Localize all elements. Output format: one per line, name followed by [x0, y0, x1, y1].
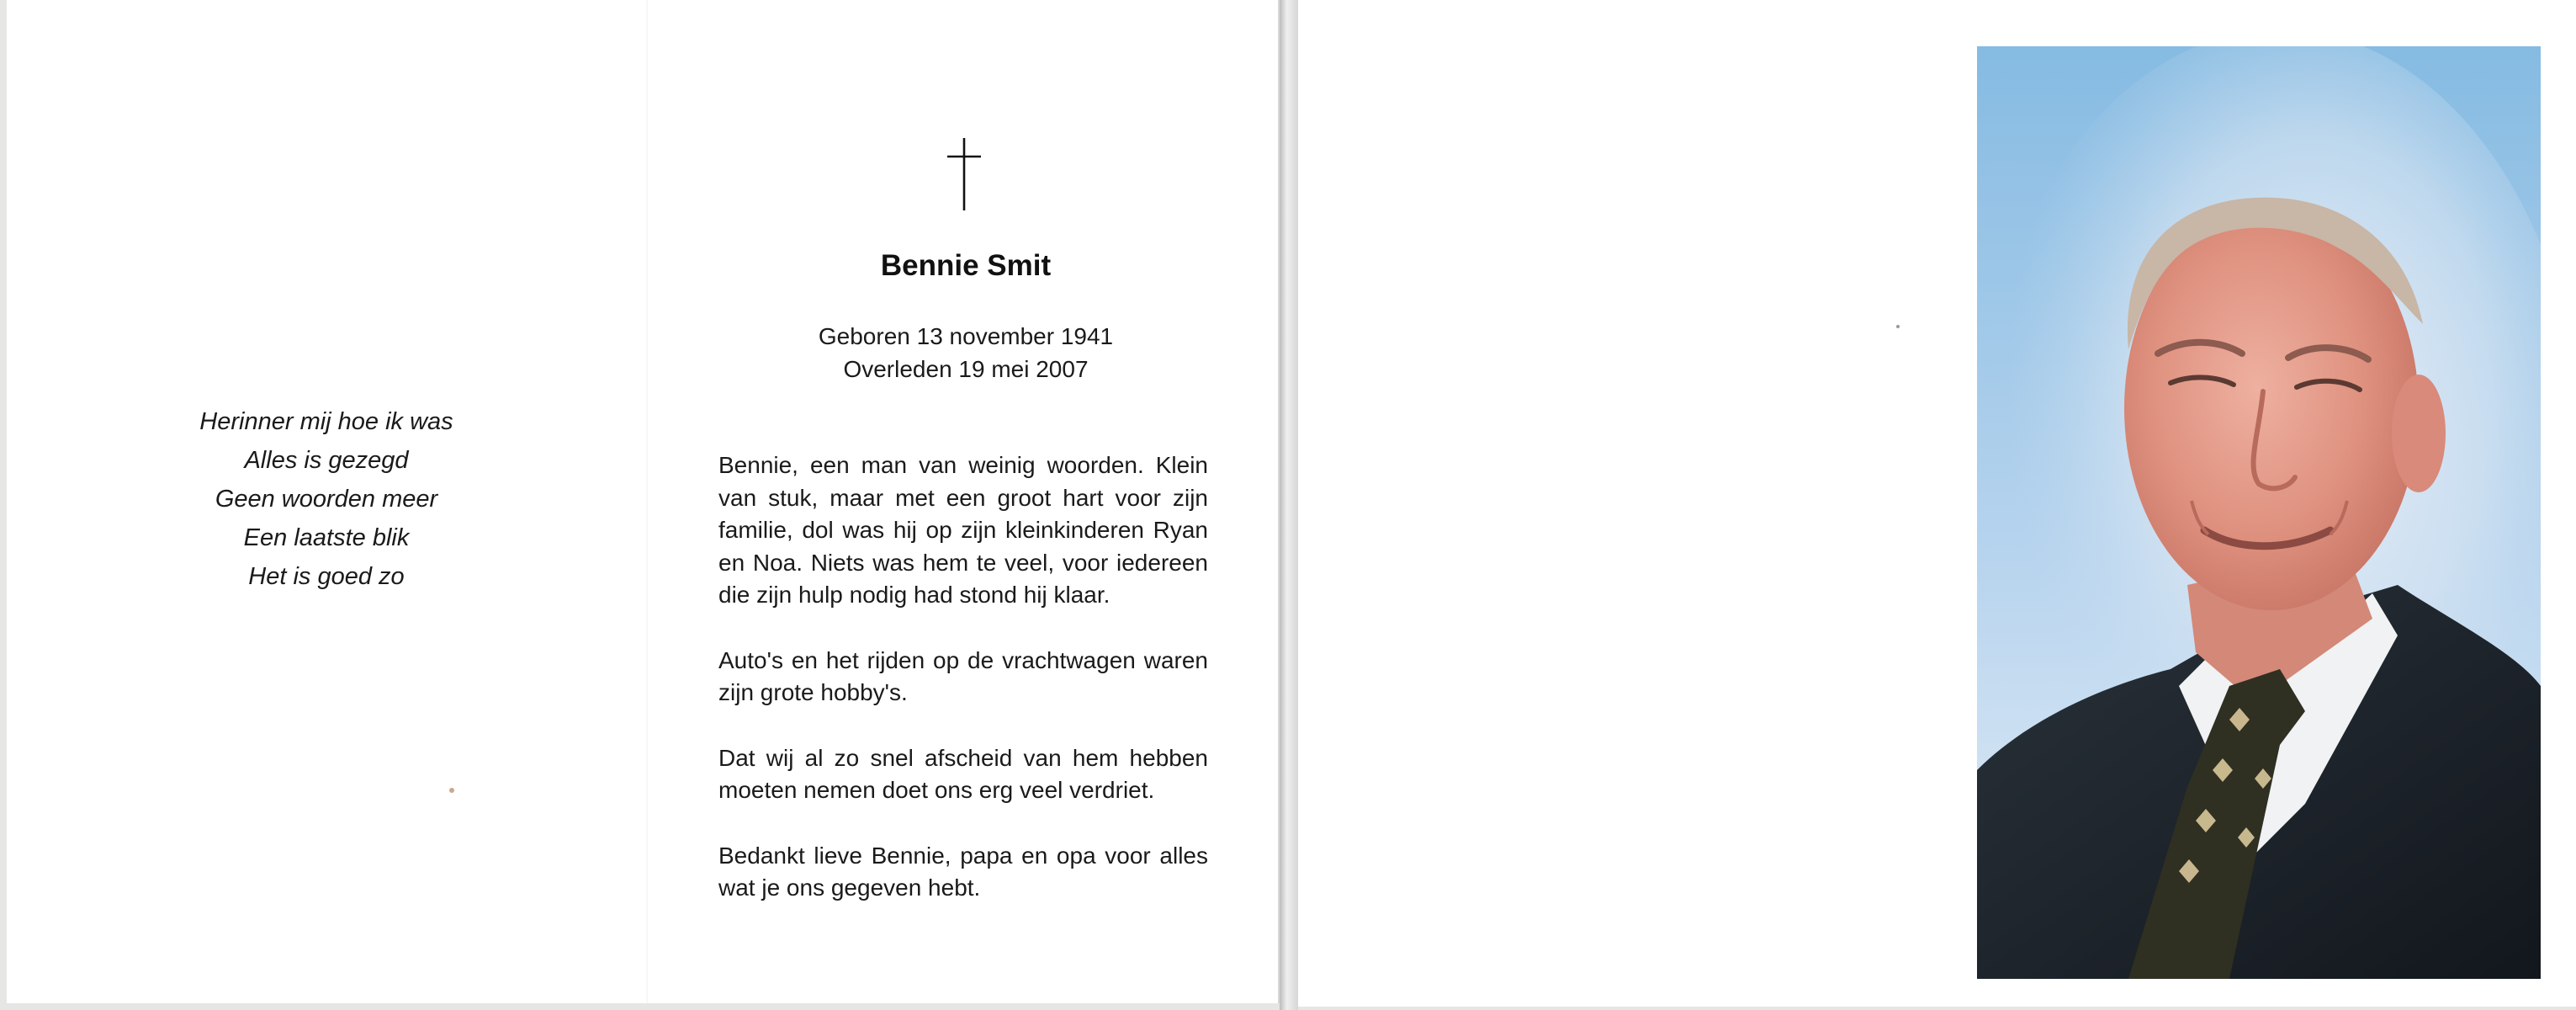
tribute-text	[718, 449, 1208, 905]
poem-line: Het is goed zo	[248, 563, 405, 590]
poem-line: Geen woorden meer	[215, 486, 438, 513]
paper-speck	[449, 788, 454, 793]
card-inside	[7, 0, 1280, 1003]
death-date: Overleden 19 mei 2007	[843, 356, 1089, 382]
poem-line: Alles is gezegd	[244, 447, 409, 474]
cross-icon	[941, 136, 988, 212]
card-fold-line	[646, 0, 648, 1003]
paper-speck	[1896, 325, 1900, 328]
tribute-paragraph: Auto's en het rijden op de vrachtwagen waren zijn grote hobby's.	[718, 646, 1208, 705]
tribute-paragraph: Bennie, een man van weinig woorden. Klein van stuk, maar met een groot hart voor zijn familie, dol was hij op zijn kleinkinderen Ryan en Noa. Niets was hem te veel, voor iedereen die zijn hulp nodig had stond hij klaar.	[718, 452, 1208, 608]
tribute-paragraph: Bedankt lieve Bennie, papa en opa voor alles wat je ons gegeven hebt.	[718, 842, 1208, 901]
life-dates	[713, 320, 1218, 385]
scan-gap	[1280, 0, 1298, 1010]
poem-line: Herinner mij hoe ik was	[199, 408, 453, 435]
portrait-photo	[1977, 46, 2541, 979]
poem	[175, 402, 478, 596]
tribute-paragraph: Dat wij al zo snel afscheid van hem hebben moeten nemen doet ons erg veel verdriet.	[718, 744, 1208, 803]
deceased-name: Bennie Smit	[880, 249, 1052, 282]
birth-date: Geboren 13 november 1941	[818, 323, 1114, 349]
poem-line: Een laatste blik	[243, 524, 410, 551]
